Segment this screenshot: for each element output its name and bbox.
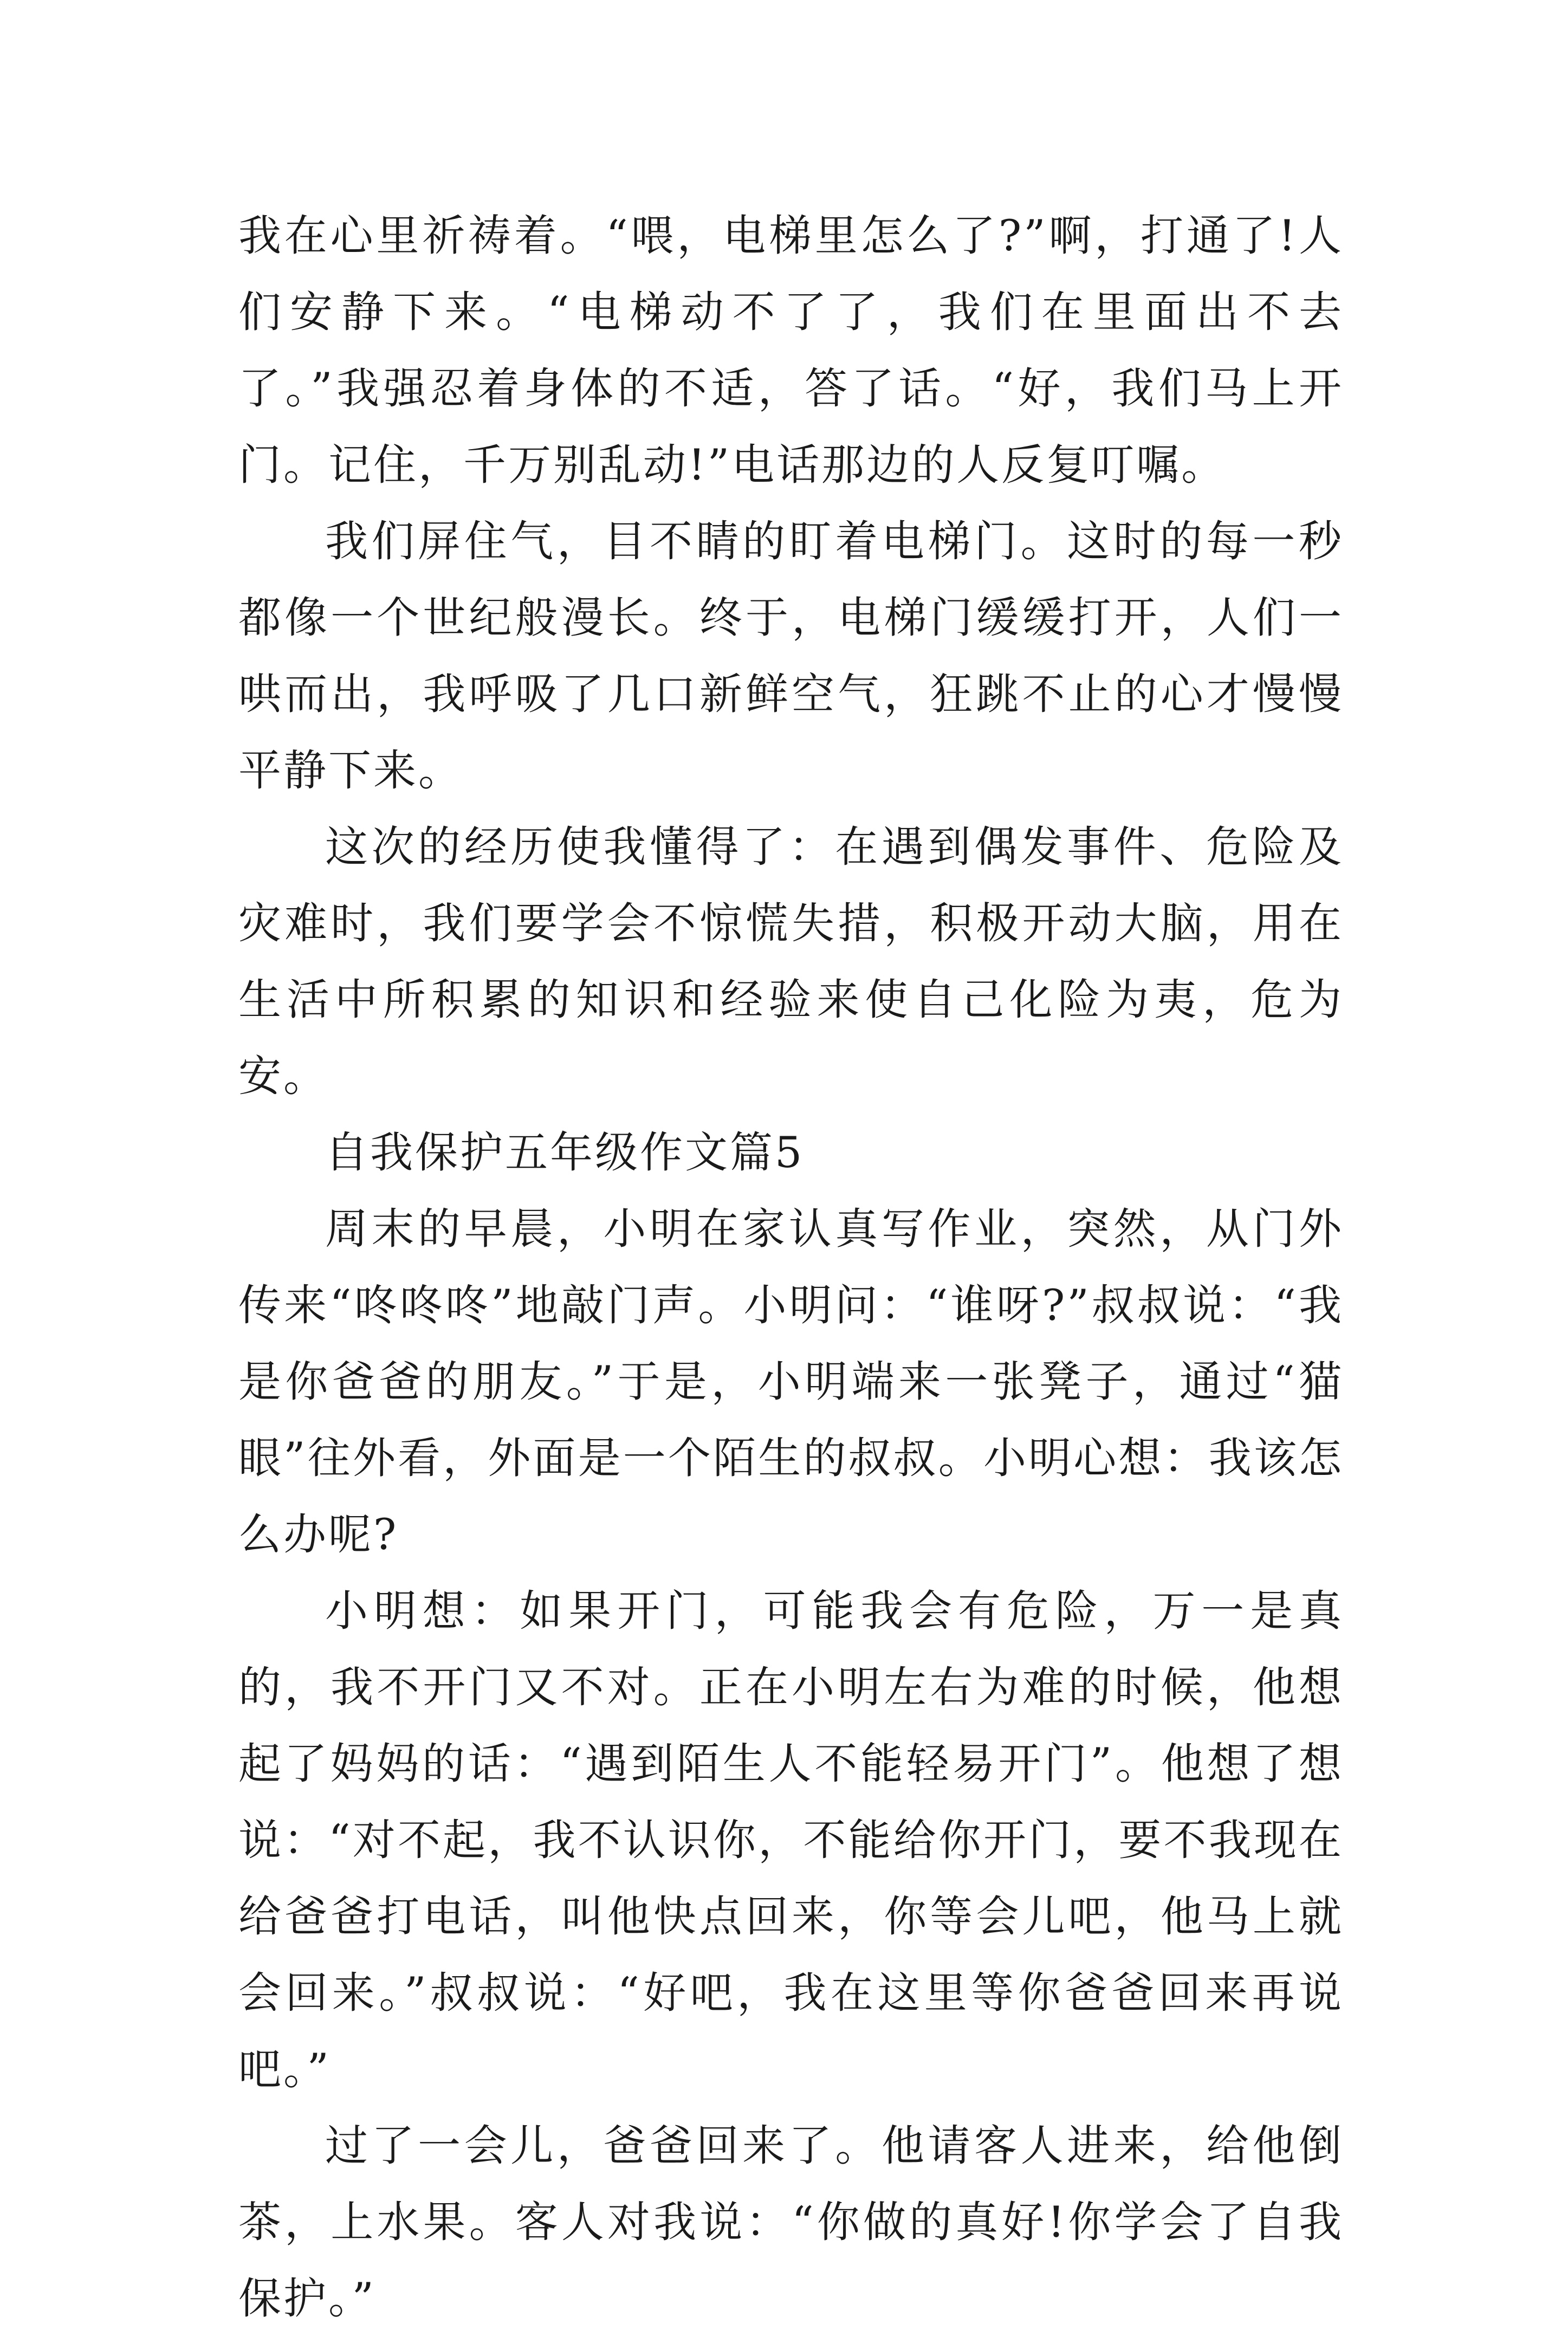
paragraph-6: 过了一会儿，爸爸回来了。他请客人进来，给他倒茶，上水果。客人对我说：“你做的真好!你学会了自我保护。” — [238, 2121, 1344, 2323]
document-body — [238, 198, 1344, 2337]
paragraph-5: 小明想：如果开门，可能我会有危险，万一是真的，我不开门又不对。正在小明左右为难的时候，他想起了妈妈的话：“遇到陌生人不能轻易开门”。他想了想说：“对不起，我不认识你，不能给你开门，要不我现在给爸爸打电话，叫他快点回来，你等会儿吧，他马上就会回来。”叔叔说：“好吧，我在这里等你爸爸回来再说吧。” — [238, 1586, 1344, 2094]
paragraph-2: 我们屏住气，目不睛的盯着电梯门。这时的每一秒都像一个世纪般漫长。终于，电梯门缓缓打开，人们一哄而出，我呼吸了几口新鲜空气，狂跳不止的心才慢慢平静下来。 — [238, 516, 1344, 795]
section-heading: 自我保护五年级作文篇5 — [325, 1128, 805, 1177]
paragraph-3: 这次的经历使我懂得了：在遇到偶发事件、危险及灾难时，我们要学会不惊慌失措，积极开动大脑，用在生活中所积累的知识和经验来使自己化险为夷，危为安。 — [238, 822, 1344, 1101]
paragraph-1: 我在心里祈祷着。“喂，电梯里怎么了?”啊，打通了!人们安静下来。“电梯动不了了，我们在里面出不去了。”我强忍着身体的不适，答了话。“好，我们马上开门。记住，千万别乱动!”电话那边的人反复叮嘱。 — [238, 211, 1344, 490]
paragraph-4: 周末的早晨，小明在家认真写作业，突然，从门外传来“咚咚咚”地敲门声。小明问：“谁呀?”叔叔说：“我是你爸爸的朋友。”于是，小明端来一张凳子，通过“猫眼”往外看，外面是一个陌生的叔叔。小明心想：我该怎么办呢? — [238, 1204, 1344, 1559]
